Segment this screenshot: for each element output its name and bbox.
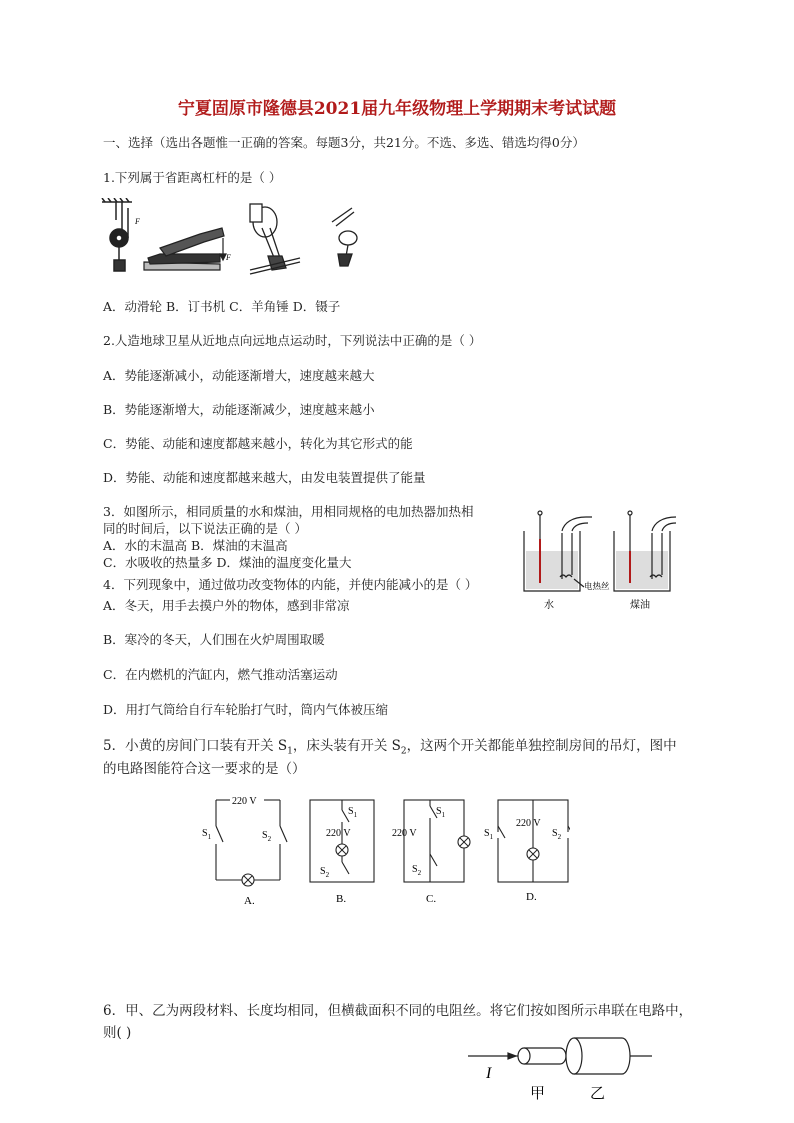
switch-label-c2: $S_2$ — [412, 864, 422, 877]
water-label: 水 — [544, 600, 554, 611]
question-2-option-b: B．势能逐渐增大，动能逐渐减少，速度越来越小 — [103, 402, 375, 417]
claw-hammer-drawing — [250, 204, 300, 274]
resistor-label-yi: 乙 — [590, 1086, 606, 1102]
switch-label-a1: $S_1$ — [202, 828, 212, 841]
circuit-label-a: A. — [244, 895, 255, 907]
q5-subscript: 1 — [287, 746, 293, 757]
voltage-label-a: 220 V — [232, 796, 257, 807]
q1-force-label-2: F — [226, 253, 231, 262]
circuit-d — [498, 800, 570, 882]
question-2-option-d: D．势能、动能和速度都越来越大，由发电装置提供了能量 — [103, 470, 426, 485]
q1-figure — [100, 198, 365, 284]
resistor-label-jia: 甲 — [530, 1086, 546, 1102]
q5-subscript: 2 — [400, 746, 407, 757]
question-3-options-cd: C．水吸收的热量多 D．煤油的温度变化量大 — [103, 555, 352, 570]
question-3-options-ab: A．水的末温高 B．煤油的末温高 — [103, 538, 288, 553]
q1-force-label-1: F — [135, 217, 140, 226]
heater-label: 电热丝 — [584, 581, 610, 591]
question-3-stem-line-2: 同的时间后，以下说法正确的是（ ） — [103, 521, 307, 536]
circuit-label-b: B. — [336, 893, 347, 905]
question-5-stem-line-2: 的电路图能符合这一要求的是（） — [103, 761, 306, 777]
question-5-stem-line-1 — [103, 737, 677, 761]
switch-label-d2: $S_2$ — [552, 828, 562, 841]
question-2-option-a: A．势能逐渐减小，动能逐渐增大，速度越来越大 — [103, 368, 375, 383]
tweezers-drawing — [332, 208, 357, 266]
circuit-a — [216, 800, 287, 880]
question-2-stem: 2.人造地球卫星从近地点向远地点运动时，下列说法中正确的是（ ） — [103, 333, 482, 348]
kerosene-label: 煤油 — [630, 600, 650, 611]
question-6-stem-line-2: 则( ) — [103, 1025, 132, 1041]
lamp-a — [242, 874, 254, 886]
circuit-label-d: D. — [526, 891, 537, 903]
voltage-label-d: 220 V — [516, 818, 541, 829]
q6-resistor-figure — [466, 1034, 656, 1108]
q5-circuit-figure — [196, 792, 570, 912]
question-4-option-c: C．在内燃机的汽缸内，燃气推动活塞运动 — [103, 667, 338, 682]
switch-label-b2: $S_2$ — [320, 866, 330, 879]
question-1-stem: 1.下列属于省距离杠杆的是（ ） — [103, 170, 282, 185]
circuit-label-c: C. — [426, 893, 437, 905]
current-label: I — [486, 1065, 492, 1082]
q5-text-part: ，床头装有开关 S — [292, 738, 401, 754]
lamp-c — [458, 836, 470, 848]
switch-label-d1: $S_1$ — [484, 828, 494, 841]
switch-label-b1: $S_1$ — [348, 806, 358, 819]
question-4-option-b: B．寒冷的冬天，人们围在火炉周围取暖 — [103, 632, 325, 647]
lamp-d — [527, 848, 539, 860]
pulley-drawing — [102, 198, 132, 271]
q5-text-part: 5．小黄的房间门口装有开关 S — [103, 738, 288, 754]
stapler-drawing — [144, 228, 226, 270]
voltage-label-c: 220 V — [392, 828, 417, 839]
question-4-option-d: D．用打气筒给自行车轮胎打气时，筒内气体被压缩 — [103, 702, 389, 717]
question-3-stem-line-1: 3．如图所示，相同质量的水和煤油，用相同规格的电加热器加热相 — [103, 504, 474, 519]
question-2-option-c: C．势能、动能和速度都越来越小，转化为其它形式的能 — [103, 436, 413, 451]
question-6-stem-line-1: 6．甲、乙为两段材料、长度均相同，但横截面积不同的电阻丝。将它们按如图所示串联在电路中， — [103, 1003, 693, 1019]
voltage-label-b: 220 V — [326, 828, 351, 839]
switch-label-a2: $S_2$ — [262, 830, 272, 843]
q3-heating-figure — [518, 505, 678, 615]
lamp-b — [336, 844, 348, 856]
question-4-stem: 4．下列现象中，通过做功改变物体的内能，并使内能减小的是（ ） — [103, 577, 478, 592]
q5-text-part: ，这两个开关都能单独控制房间的吊灯，图中 — [406, 738, 677, 754]
question-1-options: A．动滑轮 B．订书机 C．羊角锤 D．镊子 — [103, 299, 341, 314]
question-4-option-a: A．冬天，用手去摸户外的物体，感到非常凉 — [103, 598, 350, 613]
section-heading: 一、选择（选出各题惟一正确的答案。每题3分，共21分。不选、多选、错选均得0分） — [103, 135, 585, 150]
switch-label-c1: $S_1$ — [436, 806, 446, 819]
page-title: 宁夏固原市隆德县2021届九年级物理上学期期末考试试题 — [177, 99, 617, 119]
